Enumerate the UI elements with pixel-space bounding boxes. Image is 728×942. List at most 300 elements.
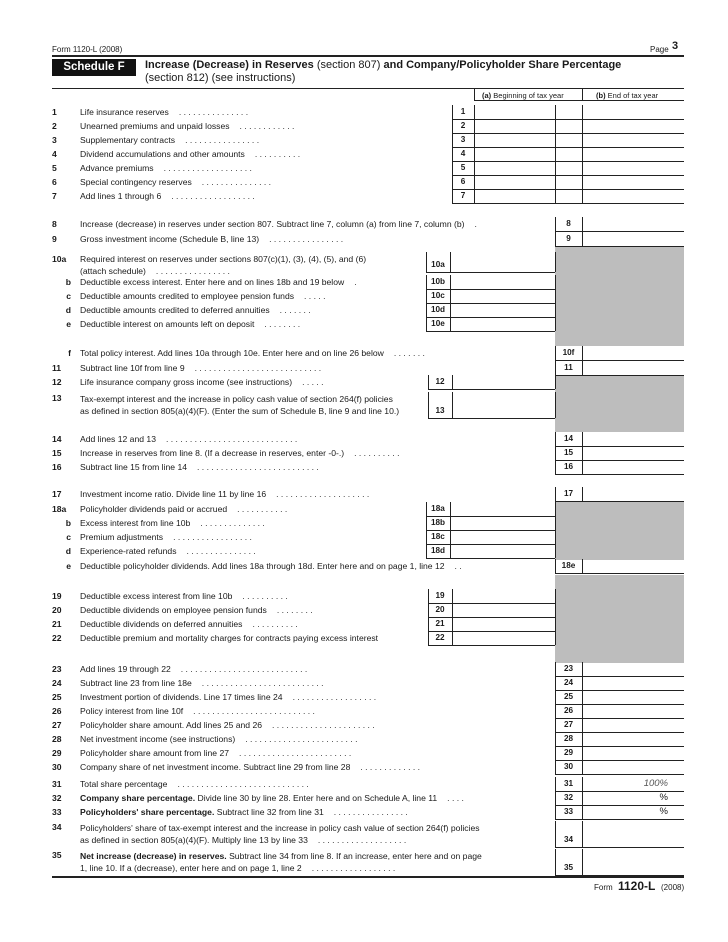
leader-dots: . . . . . . . . . . . . . . . . . . . . (276, 489, 370, 499)
line-box-label: 6 (460, 177, 466, 186)
line-description (80, 619, 298, 630)
line-amount-field[interactable] (582, 760, 684, 774)
line-description-text: Unearned premiums and unpaid losses (80, 121, 230, 131)
line-description (80, 823, 480, 834)
rule (426, 502, 427, 516)
line-description (80, 734, 357, 745)
line-box-label: 15 (563, 448, 574, 457)
column-b-amount-field[interactable] (582, 105, 684, 119)
shaded-area (555, 502, 684, 560)
line-description-text: Deductible excess interest. Enter here and on lines 18b and 19 below (80, 277, 345, 287)
schedule-title (145, 59, 621, 72)
line-amount-field[interactable] (452, 631, 555, 645)
line-description-cont (80, 863, 395, 874)
leader-dots: . . . . . . . . . . (242, 591, 288, 601)
line-description-text: Increase (decrease) in reserves under section 807. Subtract line 7, column (a) from line 7, column (b) (80, 219, 465, 229)
line-description-text: Add lines 12 and 13 (80, 434, 156, 444)
line-description-text: Investment income ratio. Divide line 11 by line 16 (80, 489, 267, 499)
rule (555, 791, 556, 805)
line-description (80, 692, 376, 703)
footer-year: (2008) (661, 883, 685, 892)
line-description-text: Add lines 1 through 6 (80, 191, 162, 201)
line-value: % (659, 792, 668, 803)
line-description (80, 149, 300, 160)
line-box-label: 25 (563, 692, 574, 701)
line-description-text: Net investment income (see instructions) (80, 734, 236, 744)
rule (555, 530, 556, 544)
rule (555, 175, 556, 189)
rule (555, 819, 684, 820)
line-number: 16 (52, 462, 62, 472)
line-box-label: 9 (566, 234, 571, 243)
line-box-label: 10b (430, 277, 446, 286)
rule (555, 777, 556, 791)
rule (452, 175, 453, 189)
rule (555, 189, 556, 203)
line-amount-field[interactable] (582, 361, 684, 375)
rule (452, 203, 684, 204)
rule (555, 375, 684, 376)
line-description-text: Subtract line 15 from line 14 (80, 462, 188, 472)
line-description (80, 191, 255, 202)
shaded-area (555, 375, 684, 432)
line-number: 1 (52, 107, 57, 117)
line-description-text2: 1, line 10. If a (decrease), enter here and on page 1, line 2 (80, 863, 302, 873)
line-box-label: 7 (460, 191, 466, 200)
rule (555, 446, 556, 460)
line-value: 100% (643, 778, 668, 789)
line-description-text: Dividend accumulations and other amounts (80, 149, 245, 159)
line-description-text2: (attach schedule) (80, 266, 146, 276)
leader-dots: . . . . . . . . (276, 605, 313, 615)
line-description-text: Deductible excess interest from line 10b (80, 591, 233, 601)
line-description (80, 518, 265, 529)
line-box-label: 20 (435, 605, 445, 614)
rule (555, 303, 556, 317)
shaded-area (582, 247, 684, 346)
line-amount-field[interactable] (582, 861, 684, 875)
line-box-label: 23 (563, 664, 574, 673)
rule (428, 375, 429, 389)
rule (428, 603, 429, 617)
line-description-text: Experience-rated refunds (80, 546, 177, 556)
column-b-amount-field[interactable] (582, 147, 684, 161)
line-amount-field[interactable] (582, 446, 684, 460)
line-box-label: 2 (460, 121, 466, 130)
column-a-header: (a) Beginning of tax year (482, 91, 564, 100)
leader-dots: . (474, 219, 477, 229)
line-box-label: 18b (430, 518, 446, 527)
leader-dots: . . . . . . . . . . . . (239, 121, 295, 131)
line-description-text: Subtract line 32 from line 31 (216, 807, 324, 817)
rule (555, 603, 556, 617)
rule (555, 161, 556, 175)
rule (555, 346, 556, 360)
line-box-label: 31 (563, 779, 574, 788)
rule (426, 289, 427, 303)
leader-dots: . . . . . . . . . . . . . . . . . . . . . . (272, 720, 375, 730)
line-description (80, 305, 311, 316)
rule (555, 217, 556, 231)
line-number: b (65, 518, 71, 528)
rule (555, 617, 556, 631)
rule (555, 559, 556, 573)
rule (426, 331, 555, 332)
line-description (80, 532, 252, 543)
line-description (80, 135, 259, 146)
rule (426, 530, 427, 544)
line-description (80, 706, 315, 717)
rule (428, 418, 555, 419)
line-number: 2 (52, 121, 57, 131)
line-description-text: Increase in reserves from line 8. (If a decrease in reserves, enter -0-.) (80, 448, 345, 458)
line-box-label: 24 (563, 678, 574, 687)
line-amount-field[interactable] (582, 833, 684, 847)
line-box-label: 18c (431, 532, 445, 541)
line-amount-field[interactable] (582, 487, 684, 501)
schedule-title-norm1: (section 807) (316, 59, 381, 71)
line-description (80, 434, 297, 445)
line-description-text: Special contingency reserves (80, 177, 192, 187)
line-description (80, 177, 271, 188)
line-description-text: Policyholder share amount. Add lines 25 and 26 (80, 720, 263, 730)
line-number: 29 (52, 748, 62, 758)
line-amount-field[interactable] (450, 317, 555, 331)
line-amount-field[interactable] (582, 217, 684, 231)
line-description-bold: Policyholders' share percentage. (80, 807, 215, 817)
line-amount-field[interactable] (452, 392, 555, 418)
line-description (80, 720, 375, 731)
rule (452, 189, 453, 203)
line-description (80, 448, 400, 459)
leader-dots: . . . . . . . . . . . . . . . . . . . . . . . . . . (197, 462, 319, 472)
column-b-amount-field[interactable] (582, 119, 684, 133)
rule (452, 105, 453, 119)
column-b-amount-field[interactable] (582, 189, 684, 203)
rule (582, 88, 583, 100)
line-number: c (66, 291, 71, 301)
leader-dots: . . . . . . . . . . . . . . . . . . (171, 191, 255, 201)
line-number: 34 (52, 822, 62, 832)
line-amount-field[interactable] (450, 289, 555, 303)
line-description-text: Divide line 30 by line 28. Enter here and on Schedule A, line 11 (197, 793, 438, 803)
leader-dots: . . . . (447, 793, 464, 803)
rule (426, 272, 555, 273)
column-a-amount-field[interactable] (474, 175, 555, 189)
line-description (80, 121, 294, 132)
line-amount-field[interactable] (582, 676, 684, 690)
rule (426, 275, 427, 289)
line-amount-field[interactable] (582, 732, 684, 746)
line-amount-field[interactable] (582, 432, 684, 446)
line-box-label: 18a (431, 504, 445, 513)
line-description (80, 807, 408, 818)
rule (555, 375, 556, 389)
line-description-text: Subtract line 23 from line 18e (80, 678, 192, 688)
rule (474, 100, 684, 101)
line-description (80, 163, 252, 174)
rule (555, 275, 556, 289)
line-description-text: Subtract line 10f from line 9 (80, 363, 185, 373)
leader-dots: . . . . . . . . . . . . . . . . . . (292, 692, 377, 702)
line-box-label: 14 (563, 434, 574, 443)
line-amount-field[interactable] (452, 603, 555, 617)
rule (555, 289, 556, 303)
line-description-bold: Net increase (decrease) in reserves. (80, 851, 227, 861)
line-description (80, 254, 366, 265)
line-number: 18a (52, 504, 67, 514)
line-description-bold: Company share percentage. (80, 793, 196, 803)
line-amount-field[interactable] (582, 346, 684, 360)
line-number: 20 (52, 605, 62, 615)
line-description-text: Advance premiums (80, 163, 154, 173)
line-description-text: Gross investment income (Schedule B, line 13) (80, 234, 260, 244)
line-description (80, 748, 351, 759)
line-description (80, 277, 357, 288)
leader-dots: . . . . . . . . . . (354, 448, 400, 458)
rule (428, 389, 555, 390)
rule (555, 252, 556, 272)
column-a-amount-field[interactable] (474, 189, 555, 203)
line-amount-field[interactable] (450, 530, 555, 544)
line-description (80, 219, 477, 230)
leader-dots: . . . . . (304, 291, 326, 301)
leader-dots: . . . . . . . . . . . . . . . . (155, 266, 230, 276)
line-description-cont (80, 406, 399, 417)
line-number: 27 (52, 720, 62, 730)
line-description-text: Life insurance reserves (80, 107, 169, 117)
line-box-label: 19 (435, 591, 445, 600)
line-amount-field[interactable] (450, 516, 555, 530)
line-description (80, 319, 300, 330)
line-description-text: Tax-exempt interest and the increase in policy cash value of section 264(f) policies (80, 394, 393, 404)
rule (555, 732, 556, 746)
line-description-text: Deductible policyholder dividends. Add lines 18a through 18d. Enter here and on page 1, line 12 (80, 561, 445, 571)
line-amount-field[interactable] (450, 303, 555, 317)
rule (555, 474, 684, 475)
column-a-amount-field[interactable] (474, 161, 555, 175)
line-number: 7 (52, 191, 57, 201)
line-number: 23 (52, 664, 62, 674)
rule (555, 718, 556, 732)
line-number: e (66, 561, 71, 571)
line-amount-field[interactable] (582, 460, 684, 474)
leader-dots: . . . . . . . . . . . . . . . (201, 177, 272, 187)
column-b-amount-field[interactable] (582, 161, 684, 175)
rule (555, 662, 556, 676)
line-description (80, 394, 393, 405)
leader-dots: . . . . . . . . . . . . . . . (186, 546, 256, 556)
column-b-amount-field[interactable] (582, 175, 684, 189)
line-description (80, 664, 307, 675)
line-number: 14 (52, 434, 62, 444)
rule (555, 573, 684, 574)
line-number: f (68, 348, 71, 358)
rule (428, 617, 429, 631)
column-a-amount-field[interactable] (474, 105, 555, 119)
line-amount-field[interactable] (582, 718, 684, 732)
line-box-label: 10e (431, 319, 445, 328)
line-amount-field[interactable] (582, 232, 684, 246)
line-description (80, 462, 319, 473)
shaded-area (555, 575, 684, 663)
line-number: 12 (52, 377, 62, 387)
leader-dots: . . . . . . . . . . . . . . . . . . . . . . . . . . . (180, 664, 308, 674)
rule (555, 847, 684, 848)
rule (555, 760, 556, 774)
line-box-label: 18d (430, 546, 446, 555)
line-amount-field[interactable] (582, 690, 684, 704)
column-b-amount-field[interactable] (582, 133, 684, 147)
leader-dots: . . . . . (302, 377, 324, 387)
line-description (80, 234, 343, 245)
line-description (80, 504, 287, 515)
line-description-text: Add lines 19 through 22 (80, 664, 171, 674)
line-number: 13 (52, 393, 62, 403)
line-box-label: 27 (563, 720, 574, 729)
rule (452, 147, 453, 161)
leader-dots: . . . . . . . . . . . . . . . (178, 107, 249, 117)
leader-dots: . . . . . . . . . . . . . . . . . . . (317, 835, 407, 845)
line-amount-field[interactable] (582, 662, 684, 676)
line-number: 15 (52, 448, 62, 458)
line-number: 10a (52, 254, 67, 264)
line-box-label: 17 (563, 489, 574, 498)
line-description-text: Policyholder share amount from line 27 (80, 748, 230, 758)
line-amount-field[interactable] (582, 559, 684, 573)
footer-form-number: 1120-L (618, 879, 656, 893)
column-a-amount-field[interactable] (474, 147, 555, 161)
line-description-text: Policyholders' share of tax-exempt interest and the increase in policy cash value of section 264(f) policies (80, 823, 480, 833)
line-description-text: Policyholder dividends paid or accrued (80, 504, 228, 514)
line-description-text: Premium adjustments (80, 532, 164, 542)
schedule-title-bold1: Increase (Decrease) in Reserves (145, 59, 314, 71)
leader-dots: . . . . . . . . . . . . . . . . . . . . . . . . . . . . (177, 779, 309, 789)
leader-dots: . . . . . . . . . . . . . . . . . . . . . . . . (245, 734, 358, 744)
rule (555, 676, 556, 690)
rule (555, 821, 556, 847)
leader-dots: . . . . . . . . . . . . . . . . . . . (163, 163, 252, 173)
line-box-label: 3 (460, 135, 466, 144)
line-description-text: Required interest on reserves under sections 807(c)(1), (3), (4), (5), and (6) (80, 254, 367, 264)
leader-dots: . . . . . . . . . . . . . . . . . . . . . . . . . . (201, 678, 324, 688)
line-amount-field[interactable] (450, 544, 555, 558)
line-description-text: Deductible amounts credited to deferred annuities (80, 305, 270, 315)
schedule-title-bold2: and Company/Policyholder Share Percentage (383, 59, 622, 71)
leader-dots: . . . . . . . (279, 305, 311, 315)
leader-dots: . . . . . . . . . . . . . . . . . (173, 532, 252, 542)
rule (426, 252, 427, 272)
line-box-label: 4 (460, 149, 466, 158)
line-box-label: 29 (563, 748, 574, 757)
leader-dots: . . . . . . . . . . . . . . . . . . . . . . . . (239, 748, 352, 758)
line-amount-field[interactable] (582, 704, 684, 718)
shaded-area (555, 247, 582, 346)
line-description (80, 779, 309, 790)
rule (426, 317, 427, 331)
leader-dots: . . . . . . . . . . . . . (360, 762, 421, 772)
line-box-label: 5 (460, 163, 466, 172)
rule (555, 501, 684, 502)
line-description-text: Deductible dividends on employee pension funds (80, 605, 267, 615)
rule (426, 544, 427, 558)
line-description-text: Policy interest from line 10f (80, 706, 184, 716)
line-number: e (66, 319, 71, 329)
line-description (80, 591, 288, 602)
line-amount-field[interactable] (450, 275, 555, 289)
rule (555, 392, 556, 418)
line-number: 4 (52, 149, 57, 159)
line-amount-field[interactable] (582, 746, 684, 760)
line-amount-field[interactable] (452, 375, 555, 389)
rule (555, 746, 556, 760)
line-amount-field[interactable] (452, 617, 555, 631)
line-box-label: 28 (563, 734, 574, 743)
line-description (80, 377, 324, 388)
rule (555, 502, 556, 516)
rule (555, 246, 684, 247)
page-label: Page (650, 45, 669, 54)
line-box-label: 10f (562, 348, 575, 357)
line-number: 17 (52, 489, 62, 499)
footer-rule (52, 876, 684, 878)
line-number: 26 (52, 706, 62, 716)
line-number: 22 (52, 633, 62, 643)
rule (555, 232, 556, 246)
line-amount-field[interactable] (450, 252, 555, 272)
leader-dots: . (354, 277, 357, 287)
leader-dots: . . . . . . . . . . . . . . . . . . . . . . . . . . (193, 706, 315, 716)
rule (428, 589, 429, 603)
rule (428, 645, 555, 646)
rule (426, 516, 427, 530)
line-description-text2: as defined in section 805(a)(4)(F). (Enter the sum of Schedule B, line 9 and line 10.) (80, 406, 400, 416)
line-box-label: 12 (435, 377, 445, 386)
line-description-text: Supplementary contracts (80, 135, 176, 145)
line-description-cont (80, 266, 230, 277)
line-box-label: 13 (435, 406, 445, 415)
line-description-text: Life insurance company gross income (see instructions) (80, 377, 293, 387)
leader-dots: . . . . . . . . . . . . . . . . (269, 234, 344, 244)
line-box-label: 34 (563, 835, 574, 844)
line-box-label: 21 (435, 619, 445, 628)
column-a-amount-field[interactable] (474, 119, 555, 133)
line-box-label: 18e (561, 561, 576, 570)
line-description (80, 291, 326, 302)
line-box-label: 10d (430, 305, 446, 314)
line-description-text: Deductible dividends on deferred annuities (80, 619, 243, 629)
line-box-label: 33 (563, 807, 574, 816)
line-box-label: 10c (431, 291, 445, 300)
rule (555, 119, 556, 133)
line-amount-field[interactable] (450, 502, 555, 516)
leader-dots: . . . . . . . . . . . . . . . . . . . . . . . . . . . . (165, 434, 298, 444)
leader-dots: . . . . . . . . . . . . . . . . . . . . . . . . . . . (194, 363, 322, 373)
column-a-amount-field[interactable] (474, 133, 555, 147)
line-amount-field[interactable] (452, 589, 555, 603)
line-box-label: 26 (563, 706, 574, 715)
line-description-text: Deductible premium and mortality charges for contracts paying excess interest (80, 633, 379, 643)
line-description (80, 489, 369, 500)
line-description (80, 561, 462, 572)
line-value: % (659, 806, 668, 817)
line-number: 31 (52, 779, 62, 789)
rule (555, 544, 556, 558)
line-number: d (65, 305, 71, 315)
line-number: 6 (52, 177, 57, 187)
rule (555, 487, 556, 501)
rule (555, 147, 556, 161)
